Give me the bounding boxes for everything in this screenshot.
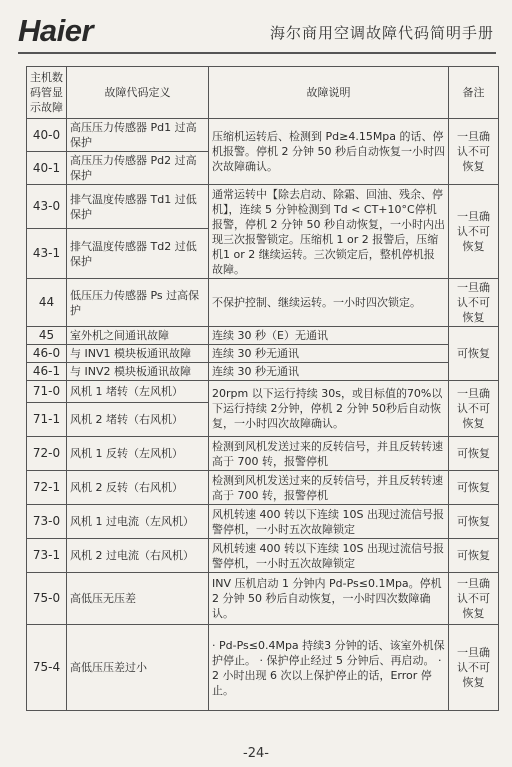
table-row — [27, 471, 499, 505]
row-name: 高压压力传感器 Pd1 过高保护 — [67, 119, 209, 152]
row-desc: 压缩机运转后、检测到 Pd≥4.15Mpa 的话、停机报警。停机 2 分钟 50 秒后自动恢复一小时四次故障确认。 — [209, 119, 449, 185]
row-name: 风机 1 过电流（左风机） — [67, 505, 209, 539]
table-row — [27, 119, 499, 152]
header-code: 主机数码管显示故障 — [27, 67, 67, 119]
row-code: 40-1 — [27, 152, 67, 185]
table-row — [27, 505, 499, 539]
row-code: 46-0 — [27, 345, 67, 363]
header-desc: 故障说明 — [209, 67, 449, 119]
row-code: 75-0 — [27, 573, 67, 625]
row-desc: INV 压机启动 1 分钟内 Pd-Ps≤0.1Mpa。停机 2 分钟 50 秒后自动恢复，一小时四次数障确认。 — [209, 573, 449, 625]
row-name: 低压压力传感器 Ps 过高保护 — [67, 279, 209, 327]
row-note: 可恢复 — [449, 471, 499, 505]
row-note: 一旦确认不可恢复 — [449, 573, 499, 625]
page-number: -24- — [243, 746, 269, 761]
row-note: 一旦确认不可恢复 — [449, 381, 499, 437]
row-name: 与 INV2 模块板通讯故障 — [67, 363, 209, 381]
row-desc: 检测到风机发送过来的反转信号，并且反转转速高于 700 转，报警停机 — [209, 437, 449, 471]
row-code: 43-0 — [27, 185, 67, 229]
row-note: 一旦确认不可恢复 — [449, 279, 499, 327]
fault-code-table — [26, 66, 499, 711]
row-name: 与 INV1 模块板通讯故障 — [67, 345, 209, 363]
row-name: 室外机之间通讯故障 — [67, 327, 209, 345]
row-desc: 风机转速 400 转以下连续 10S 出现过流信号报警停机，一小时五次故障锁定 — [209, 539, 449, 573]
row-code: 44 — [27, 279, 67, 327]
row-code: 43-1 — [27, 229, 67, 279]
row-desc: 不保护控制、继续运转。一小时四次锁定。 — [209, 279, 449, 327]
row-name: 风机 1 反转（左风机） — [67, 437, 209, 471]
row-code: 71-1 — [27, 403, 67, 437]
table-row — [27, 327, 499, 345]
row-code: 73-0 — [27, 505, 67, 539]
row-desc: 连续 30 秒（E）无通讯 — [209, 327, 449, 345]
row-code: 71-0 — [27, 381, 67, 403]
row-code: 46-1 — [27, 363, 67, 381]
row-desc: 检测到风机发送过来的反转信号，并且反转转速高于 700 转，报警停机 — [209, 471, 449, 505]
row-name: 高低压无压差 — [67, 573, 209, 625]
row-name: 风机 1 堵转（左风机） — [67, 381, 209, 403]
table-row — [27, 381, 499, 403]
row-desc: 风机转速 400 转以下连续 10S 出现过流信号报警停机，一小时五次故障锁定 — [209, 505, 449, 539]
header-rule — [18, 52, 496, 54]
header-name: 故障代码定义 — [67, 67, 209, 119]
row-name: 高压压力传感器 Pd2 过高保护 — [67, 152, 209, 185]
row-name: 风机 2 过电流（右风机） — [67, 539, 209, 573]
table-row — [27, 625, 499, 711]
row-name: 风机 2 堵转（右风机） — [67, 403, 209, 437]
haier-logo: Haier — [18, 13, 94, 48]
row-desc: 通常运转中【除去启动、除霜、回油、残余、停机】，连续 5 分钟检测到 Td < CT+10°C停机报警，停机 2 分钟 50 秒自动恢复，一小时内出现三次报警锁定。压缩机 1 or 2 报警后，压缩机1 or 2 继续运转。三次锁定后，整机停机报故障。 — [209, 185, 449, 279]
table-row — [27, 363, 499, 381]
row-name: 排气温度传感器 Td2 过低保护 — [67, 229, 209, 279]
table-row — [27, 539, 499, 573]
row-note: 可恢复 — [449, 327, 499, 381]
row-code: 72-0 — [27, 437, 67, 471]
row-desc: 20rpm 以下运行持续 30s，或目标值的70%以下运行持续 2分钟，停机 2 分钟 50秒后自动恢复，一小时四次故障确认。 — [209, 381, 449, 437]
row-desc: 连续 30 秒无通讯 — [209, 345, 449, 363]
row-note: 一旦确认不可恢复 — [449, 119, 499, 185]
manual-title: 海尔商用空调故障代码简明手册 — [269, 24, 494, 42]
table-header-row — [27, 67, 499, 119]
table-row — [27, 279, 499, 327]
row-note: 一旦确认不可恢复 — [449, 185, 499, 279]
row-note: 一旦确认不可恢复 — [449, 625, 499, 711]
table-row — [27, 185, 499, 229]
table-row — [27, 345, 499, 363]
page-header — [18, 14, 498, 48]
row-note: 可恢复 — [449, 437, 499, 471]
row-name: 排气温度传感器 Td1 过低保护 — [67, 185, 209, 229]
row-name: 风机 2 反转（右风机） — [67, 471, 209, 505]
row-code: 45 — [27, 327, 67, 345]
table-row — [27, 573, 499, 625]
row-note: 可恢复 — [449, 539, 499, 573]
header-note: 备注 — [449, 67, 499, 119]
row-name: 高低压压差过小 — [67, 625, 209, 711]
row-code: 40-0 — [27, 119, 67, 152]
row-desc: · Pd-Ps≤0.4Mpa 持续3 分钟的话、该室外机保护停止。 · 保护停止经过 5 分钟后、再启动。 · 2 小时出现 6 次以上保护停止的话，Error 停止。 — [209, 625, 449, 711]
row-code: 73-1 — [27, 539, 67, 573]
row-code: 75-4 — [27, 625, 67, 711]
row-desc: 连续 30 秒无通讯 — [209, 363, 449, 381]
row-note: 可恢复 — [449, 505, 499, 539]
table-row — [27, 437, 499, 471]
row-code: 72-1 — [27, 471, 67, 505]
